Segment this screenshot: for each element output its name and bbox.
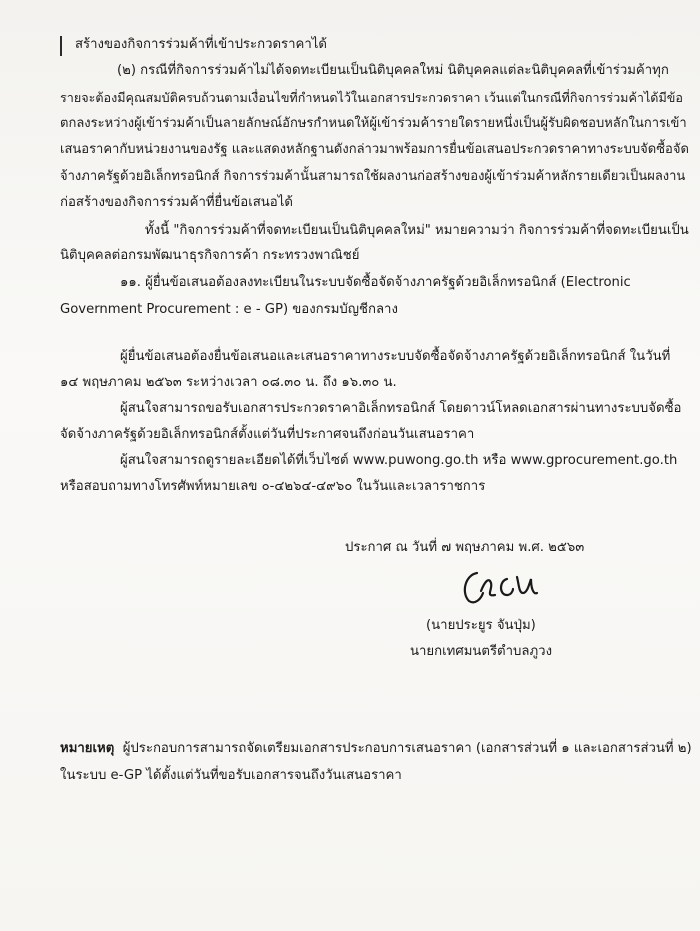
paragraph-line: จ้างภาครัฐด้วยอิเล็กทรอนิกส์ กิจการร่วมค้านั้นสามารถใช้ผลงานก่อสร้างของผู้เข้าร่วมค้าหลักรายเดียวเป็นผลงาน <box>60 169 686 184</box>
paragraph-line: ตกลงระหว่างผู้เข้าร่วมค้าเป็นลายลักษณ์อักษรกำหนดให้ผู้เข้าร่วมค้ารายใดรายหนึ่งเป็นผู้รับผิดชอบหลักในการเข้า <box>60 116 687 131</box>
definition-line: ทั้งนี้ "กิจการร่วมค้าที่จดทะเบียนเป็นนิติบุคคลใหม่" หมายความว่า กิจการร่วมค้าที่จดทะเบียนเป็น <box>145 223 689 238</box>
info-line: ผู้สนใจสามารถดูรายละเอียดได้ที่เว็บไซต์ www.puwong.go.th หรือ www.gprocurement.go.th <box>120 453 678 468</box>
definition-line: นิติบุคคลต่อกรมพัฒนาธุรกิจการค้า กระทรวงพาณิชย์ <box>60 248 360 263</box>
margin-mark <box>60 36 62 56</box>
signer-title: นายกเทศมนตรีตำบลภูวง <box>410 644 553 659</box>
submission-line: ๑๔ พฤษภาคม ๒๕๖๓ ระหว่างเวลา ๐๘.๓๐ น. ถึง ๑๖.๓๐ น. <box>60 375 397 390</box>
info-line: หรือสอบถามทางโทรศัพท์หมายเลข ๐-๔๒๖๔-๔๙๖๐ ในวันและเวลาราชการ <box>60 479 486 494</box>
item-11-line: ๑๑. ผู้ยื่นข้อเสนอต้องลงทะเบียนในระบบจัดซื้อจัดจ้างภาครัฐด้วยอิเล็กทรอนิกส์ (Electronic <box>120 275 631 290</box>
paragraph-line: เสนอราคากับหน่วยงานของรัฐ และแสดงหลักฐานดังกล่าวมาพร้อมการยื่นข้อเสนอประกวดราคาทางระบบจัดซื้อจัด <box>60 142 689 157</box>
paragraph-line: (๒) กรณีที่กิจการร่วมค้าไม่ได้จดทะเบียนเป็นนิติบุคคลใหม่ นิติบุคคลแต่ละนิติบุคคลที่เข้าร่วมค้าทุก <box>117 63 669 78</box>
signer-name: (นายประยูร จันปุ่ม) <box>426 618 536 633</box>
note-line: ในระบบ e-GP ได้ตั้งแต่วันที่ขอรับเอกสารจนถึงวันเสนอราคา <box>60 768 402 783</box>
signature <box>455 563 555 611</box>
note-text: ผู้ประกอบการสามารถจัดเตรียมเอกสารประกอบการเสนอราคา (เอกสารส่วนที่ ๑ และเอกสารส่วนที่ ๒) <box>122 741 692 756</box>
announce-date: ประกาศ ณ วันที่ ๗ พฤษภาคม พ.ศ. ๒๕๖๓ <box>345 540 585 555</box>
paragraph-line: สร้างของกิจการร่วมค้าที่เข้าประกวดราคาได้ <box>75 37 327 52</box>
note-label: หมายเหตุ <box>60 741 115 756</box>
paragraph-line: รายจะต้องมีคุณสมบัติครบถ้วนตามเงื่อนไขที่กำหนดไว้ในเอกสารประกวดราคา เว้นแต่ในกรณีที่กิจการร่วมค้าได้มีข้อ <box>60 90 683 105</box>
submission-line: ผู้ยื่นข้อเสนอต้องยื่นข้อเสนอและเสนอราคาทางระบบจัดซื้อจัดจ้างภาครัฐด้วยอิเล็กทรอนิกส์ ในวันที่ <box>120 349 671 364</box>
download-line: จัดจ้างภาครัฐด้วยอิเล็กทรอนิกส์ตั้งแต่วันที่ประกาศจนถึงก่อนวันเสนอราคา <box>60 427 475 442</box>
note-line <box>60 740 692 758</box>
paragraph-line: ก่อสร้างของกิจการร่วมค้าที่ยื่นข้อเสนอได้ <box>60 195 293 210</box>
download-line: ผู้สนใจสามารถขอรับเอกสารประกวดราคาอิเล็กทรอนิกส์ โดยดาวน์โหลดเอกสารผ่านทางระบบจัดซื้อ <box>120 401 682 416</box>
item-11-line: Government Procurement : e - GP) ของกรมบัญชีกลาง <box>60 302 398 317</box>
